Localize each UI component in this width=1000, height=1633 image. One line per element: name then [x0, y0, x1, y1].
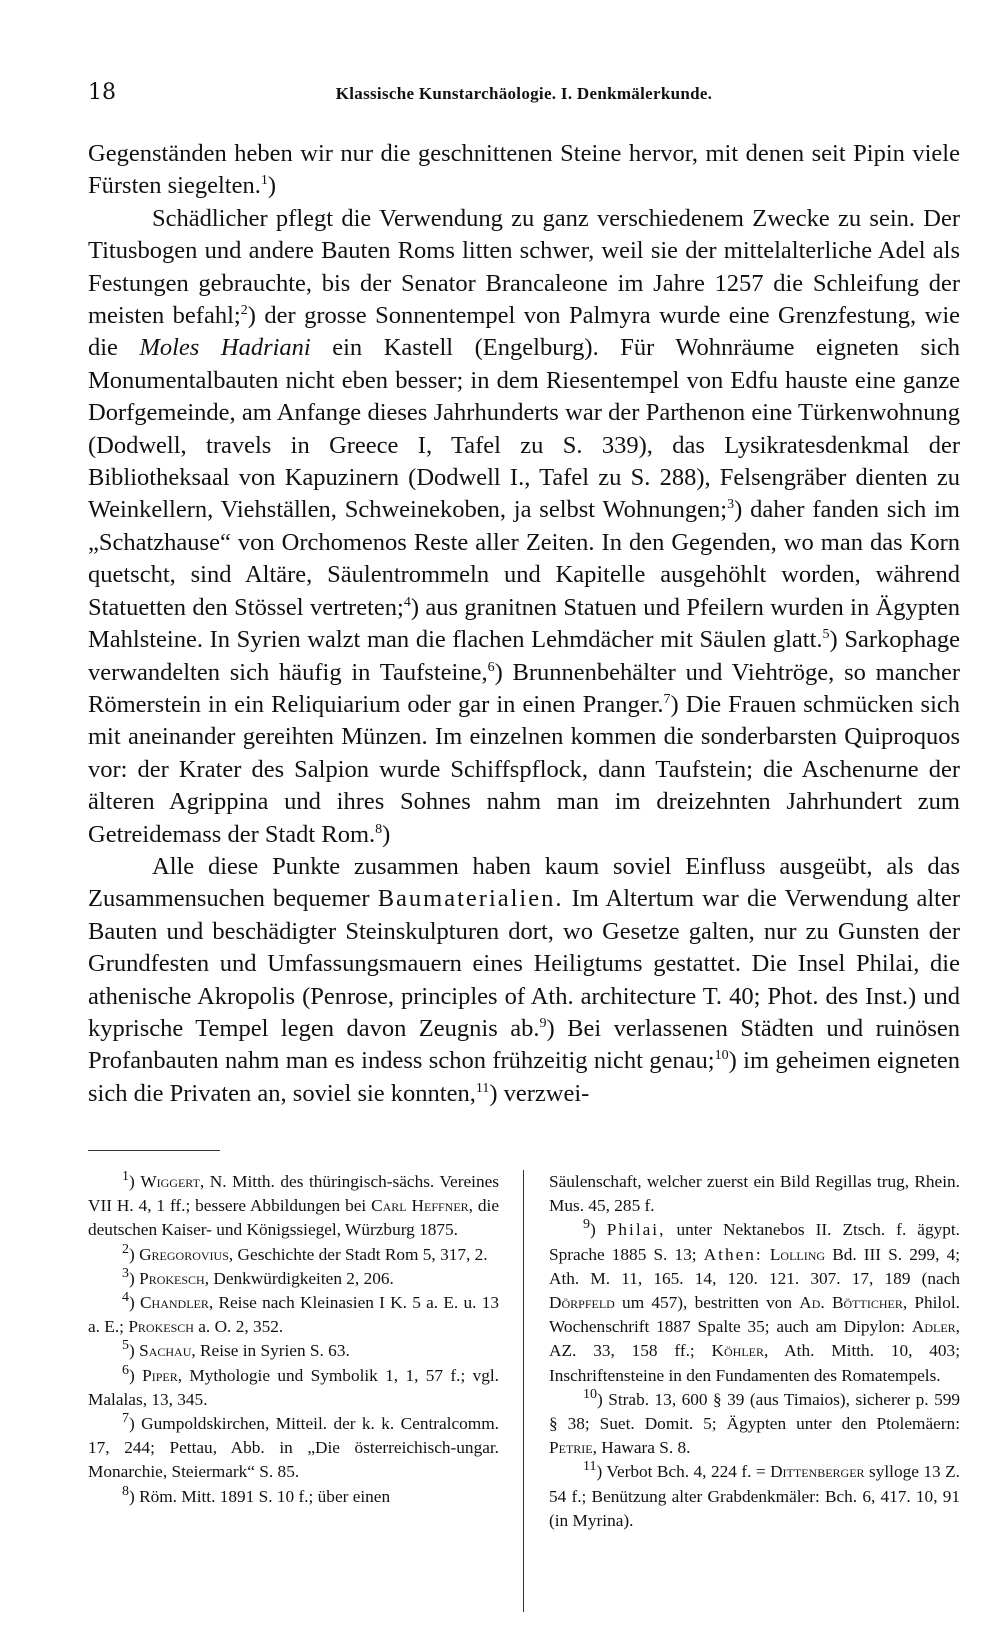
text-run: ein Kastell (Engelburg). Für Wohnräume eigneten sich Monumentalbauten nicht eben besser; in dem Riesentempel von Edfu hauste eine ganze Dorfgemeinde, am Anfange dieses Jahrhunderts war der Parthenon eine Türkenwohnung (Dodwell, travels in Greece I, Tafel zu S. 339), das Lysikratesdenkmal der Bibliotheksaal von Kapuzinern (Dodwell I., Tafel zu S. 288), Felsengräber dienten zu Weinkellern, Viehställen, Schweinekoben, ja selbst Wohnungen; [88, 334, 960, 524]
footnote-ref: 3 [727, 497, 735, 513]
author-name: Lolling [769, 1244, 826, 1264]
footnote: $^5$) Sachau, Reise in Syrien S. 63. [122, 1338, 350, 1361]
footnote-ref: 2 [240, 302, 248, 318]
footnote-number: 5 [122, 1338, 129, 1354]
author-name: Piper, [142, 1365, 183, 1385]
author-name: Adler, [911, 1317, 960, 1337]
footnote: $^4$) Chandler, Reise nach Kleinasien I K. 5 a. E. u. 13 a. E.; Prokesch a. O. 2, 352. [88, 1290, 499, 1337]
footnote: $^3$) Prokesch, Denkwürdigkeiten 2, 206. [122, 1266, 394, 1288]
text-run: Verbot Bch. 4, 224 f. = [606, 1462, 771, 1482]
text-run: um 457), bestritten von [614, 1293, 800, 1313]
footnote-number: 3 [122, 1266, 129, 1282]
author-name: Dittenberger [770, 1462, 865, 1482]
author-name: Prokesch, [139, 1268, 210, 1288]
author-name: Prokesch [128, 1317, 194, 1337]
footnote-ref: 9 [539, 1015, 547, 1031]
text-run: ) [382, 820, 391, 848]
footnote: $^{10}$) Strab. 13, 600 § 39 (aus Timaios), sicherer p. 599 § 38; Suet. Domit. 5; Ägypten unter den Ptolemäern: Petrie, Hawara S. 8. [549, 1387, 961, 1458]
text-run: ) im geheimen eigneten sich die Privaten an, soviel sie konnten, [88, 1047, 960, 1107]
footnote-ref: 1 [260, 173, 268, 189]
footnote: $^9$) Philai, unter Nektanebos II. Ztsch. f. ägypt. Sprache 1885 S. 13; Athen: Lolling Bd. III S. 299, 4; Ath. M. 11, 165. 14, 120. 121. 307. 17, 189 (nach Dörpfeld um 457), bestritten von Ad. Bötticher, Philol. Wochenschrift 1887 Spalte 35; auch am Dipylon: Adler, AZ. 33, 158 ff.; Köhler, Ath. Mitth. 10, 403; Inschriftensteine in den Fundamenten des Romatempels. [549, 1217, 961, 1385]
text-run: sylloge 13 Z. 54 f.; Benützung alter Grabdenkmäler: Bch. 6, 417. 10, 91 (in Myrina). [549, 1462, 960, 1530]
text-run: Reise in Syrien S. 63. [195, 1341, 350, 1361]
footnote: $^{11}$) Verbot Bch. 4, 224 f. = Dittenberger sylloge 13 Z. 54 f.; Benützung alter Grabdenkmäler: Bch. 6, 417. 10, 91 (in Myrina). [549, 1459, 960, 1530]
text-run: ) daher fanden sich im „Schatzhause“ von Orchomenos Reste aller Zeiten. In den Gegenden, wo man das Korn quetscht, sind Altäre, Säulentrommeln und Kapitelle ausgehöhlt worden, während Statuetten den Stössel vertreten; [88, 496, 960, 621]
author-name: Sachau, [139, 1341, 196, 1361]
footnote-ref: 5 [822, 626, 830, 642]
text-run: Strab. 13, 600 § 39 (aus Timaios), sicherer p. 599 § 38; Suet. Domit. 5; Ägypten unter den Ptolemäern: [549, 1389, 961, 1434]
text-run: ) verzwei- [489, 1079, 590, 1107]
text-run: ) Sarkophage verwandelten sich häufig in Taufsteine, [88, 626, 960, 686]
text-run: Bd. III S. 299, 4; Ath. M. 11, 165. 14, 120. 121. 307. 17, 189 (nach [549, 1244, 961, 1288]
footnote: $^1$) Wiggert, N. Mitth. des thüringisch-sächs. Vereines VII H. 4, 1 ff.; bessere Abbildungen bei Carl Heffner, die deutschen Kaiser- und Königssiegel, Würzburg 1875. [88, 1169, 500, 1240]
text-run: Gumpoldskirchen, Mitteil. der k. k. Centralcomm. 17, 244; Pettau, Abb. in „Die österreichisch-ungar. Monarchie, Steiermark“ S. 85. [88, 1414, 500, 1482]
author-name: Gregorovius, [139, 1244, 234, 1264]
footnote-number: 8 [122, 1483, 129, 1499]
footnote-number: 6 [122, 1362, 129, 1378]
text-run: Hawara S. 8. [596, 1438, 691, 1458]
text-run: Alle diese Punkte zusammen haben kaum soviel Einfluss ausgeübt, als das Zusammensuchen bequemer [88, 852, 960, 913]
footnote-number: 7 [122, 1411, 129, 1427]
footnote-continuation [549, 1170, 960, 1218]
text-run: ) [267, 172, 276, 200]
footnote-column-right [549, 1170, 960, 1533]
text-run: Geschichte der Stadt Rom 5, 317, 2. [233, 1244, 488, 1264]
footnote-number: 9 [583, 1217, 590, 1233]
spaced-emphasis: Philai, [606, 1220, 666, 1240]
author-name: Chandler, [140, 1293, 214, 1313]
footnote: $^7$) Gumpoldskirchen, Mitteil. der k. k. Centralcomm. 17, 244; Pettau, Abb. in „Die österreichisch-ungar. Monarchie, Steiermark“ S. 85. [88, 1411, 500, 1482]
main-text [88, 138, 960, 1110]
footnote: $^6$) Piper, Mythologie und Symbolik 1, 1, 57 f.; vgl. Malalas, 13, 345. [88, 1362, 499, 1409]
author-name: Petrie, [549, 1438, 597, 1458]
footnote: $^2$) Gregorovius, Geschichte der Stadt Rom 5, 317, 2. [122, 1241, 488, 1264]
footnote-number: 11 [583, 1459, 597, 1475]
text-run: Mythologie und Symbolik 1, 1, 57 f.; vgl. Malalas, 13, 345. [88, 1365, 499, 1409]
footnote-number: 4 [122, 1290, 129, 1306]
footnote-ref: 4 [403, 594, 411, 610]
text-run: ) Brunnenbehälter und Viehtröge, so mancher Römerstein in ein Reliquiarium oder gar in einen Pranger. [88, 658, 960, 718]
paragraph [88, 851, 960, 1110]
text-run: Säulenschaft, welcher zuerst ein Bild Regillas trug, Rhein. Mus. 45, 285 f. [549, 1172, 960, 1216]
text-run: ) der grosse Sonnentempel von Palmyra wurde eine Grenzfestung, wie die [88, 302, 960, 362]
text-run: Denkwürdigkeiten 2, 206. [209, 1268, 394, 1288]
text-run: Reise nach Kleinasien I K. 5 a. E. u. 13 a. E.; [88, 1293, 499, 1337]
text-run: Röm. Mitt. 1891 S. 10 f.; über einen [139, 1486, 391, 1506]
footnote-ref: 6 [487, 659, 495, 675]
author-name: Carl Heffner, [371, 1196, 473, 1216]
text-run: ) Die Frauen schmücken sich mit aneinander gereihten Münzen. Im einzelnen kommen die sonderbarsten Quiproquos vor: der Krater des Salpion wurde Schiffspflock, dann Taufstein; die Aschenurne der älteren Agrippina und ihres Sohnes nahm man im dreizehnten Jahrhundert zum Getreidemass der Stadt Rom. [88, 690, 961, 848]
text-run: N. Mitth. des thüringisch-sächs. Vereines VII H. 4, 1 ff.; bessere Abbildungen bei [88, 1172, 499, 1216]
text-run: ) Bei verlassenen Städten und ruinösen Profanbauten nahm man es indess schon frühzeitig nicht genau; [88, 1014, 960, 1075]
footnote-ref: 10 [714, 1048, 729, 1064]
running-head: Klassische Kunstarchäologie. I. Denkmälerkunde. [335, 84, 713, 103]
author-name: Köhler, [711, 1341, 769, 1361]
footnote-separator [88, 1150, 220, 1151]
footnote-number: 10 [583, 1387, 597, 1403]
author-name: Wiggert, [140, 1172, 205, 1191]
spaced-emphasis: Baumaterialien. [377, 885, 564, 913]
footnote: $^8$) Röm. Mitt. 1891 S. 10 f.; über einen [122, 1483, 391, 1506]
paragraph [88, 203, 960, 851]
author-name: Ad. Bötticher, [799, 1293, 908, 1313]
footnote-column-left [88, 1170, 499, 1509]
paragraph [88, 138, 960, 203]
book-page [88, 80, 961, 1530]
text-run: AZ. 33, 158 ff.; [549, 1341, 712, 1361]
italic-phrase: Moles Hadriani [139, 334, 311, 362]
text-run: unter Nektanebos II. Ztsch. f. ägypt. Sprache 1885 S. 13; [549, 1220, 960, 1264]
column-divider [523, 1170, 524, 1612]
text-run: Ath. Mitth. 10, 403; Inschriftensteine in den Fundamenten des Romatempels. [549, 1341, 960, 1385]
page-header [88, 80, 960, 114]
text-run: Im Altertum war die Verwendung alter Bauten und beschädigter Steinskulpturen dort, wo Gesetze galten, nur zu Gunsten der Grundfesten und Umfassungsmauern eines Heiligtums gestattet. Die Insel Philai, die athenische Akropolis (Penrose, principles of Ath. architecture T. 40; Phot. des Inst.) und kyprische Tempel legen davon Zeugnis ab. [88, 885, 960, 1042]
footnote-number: 1 [122, 1169, 129, 1185]
footnote-number: 2 [122, 1241, 129, 1257]
text-run: die deutschen Kaiser- und Königssiegel, Würzburg 1875. [88, 1196, 500, 1240]
spaced-emphasis: Athen: [703, 1244, 763, 1264]
page-number: 18 [88, 80, 116, 105]
text-run: Gegenständen heben wir nur die geschnittenen Steine hervor, mit denen seit Pipin viele Fürsten siegelten. [88, 140, 960, 200]
footnote-ref: 7 [663, 691, 671, 707]
text-run: ) aus granitnen Statuen und Pfeilern wurden in Ägypten Mahlsteine. In Syrien walzt man die flachen Lehmdächer mit Säulen glatt. [88, 593, 960, 654]
text-run: a. O. 2, 352. [193, 1317, 284, 1337]
footnote-ref: 11 [475, 1080, 490, 1096]
author-name: Dörpfeld [549, 1293, 615, 1313]
footnote-ref: 8 [375, 821, 383, 837]
text-run: Schädlicher pflegt die Verwendung zu ganz verschiedenem Zwecke zu sein. Der Titusbogen und andere Bauten Roms litten schwer, weil sie der mittelalterliche Adel als Festungen gebrauchte, bis der Senator Brancaleone im Jahre 1257 die Schleifung der meisten befahl; [88, 204, 960, 330]
text-run: Philol. Wochenschrift 1887 Spalte 35; auch am Dipylon: [549, 1293, 960, 1337]
